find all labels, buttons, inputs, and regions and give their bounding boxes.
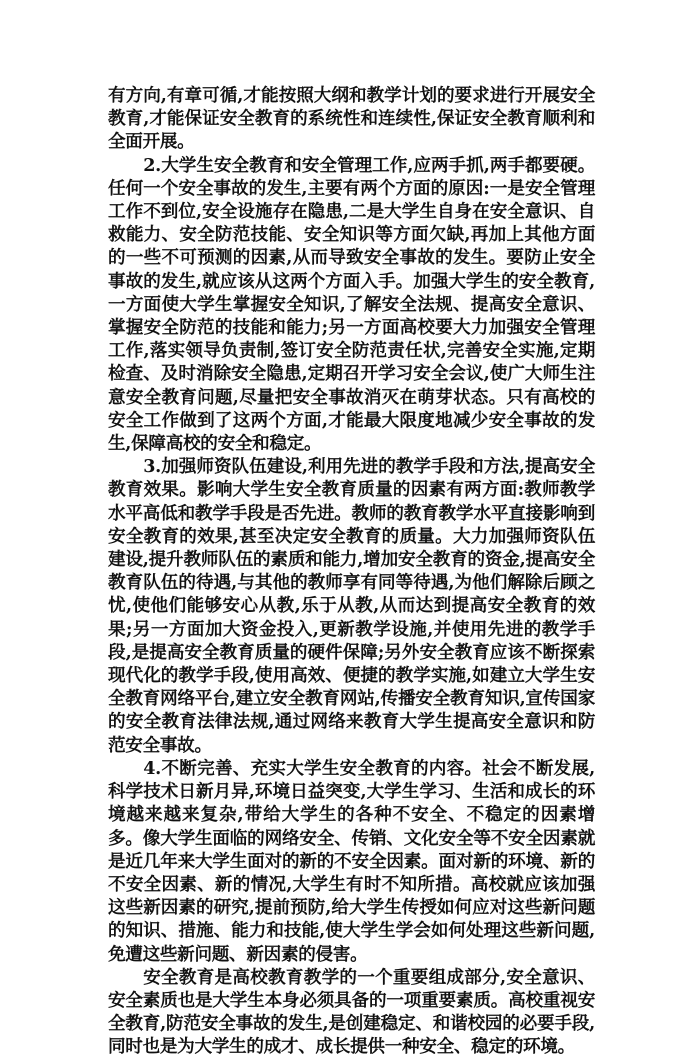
paragraph-point-4: 4.不断完善、充实大学生安全教育的内容。社会不断发展,科学技术日新月异,环境日益突变,大学生学习、生活和成长的环境越来越来复杂,带给大学生的各种不安全、不稳定的因素增多。像大学生面临的网络安全、传销、文化安全等不安全因素就是近几年来大学生面对的新的不安全因素。面对新的环境、新的不安全因素、新的情况,大学生有时不知所措。高校就应该加强这些新因素的研究,提前预防,给大学生传授如何应对这些新问题的知识、措施、能力和技能,使大学生学会如何处理这些新问题,免遭这些新问题、新因素的侵害。 [108,757,595,965]
paragraph-conclusion: 安全教育是高校教育教学的一个重要组成部分,安全意识、安全素质也是大学生本身必须具备的一项重要素质。高校重视安全教育,防范安全事故的发生,是创建稳定、和谐校园的必要手段,同时也是为大学生的成才、成长提供一种安全、稳定的环境。 [108,966,595,1058]
paragraph-point-3: 3.加强师资队伍建设,利用先进的教学手段和方法,提高安全教育效果。影响大学生安全教育质量的因素有两方面:教师教学水平高低和教学手段是否先进。教师的教育教学水平直接影响到安全教育的效果,甚至决定安全教育的质量。大力加强师资队伍建设,提升教师队伍的素质和能力,增加安全教育的资金,提高安全教育队伍的待遇,与其他的教师享有同等待遇,为他们解除后顾之忧,使他们能够安心从教,乐于从教,从而达到提高安全教育的效果;另一方面加大资金投入,更新教学设施,并使用先进的教学手段,是提高安全教育质量的硬件保障;另外安全教育应该不断探索现代化的教学手段,使用高效、便捷的教学实施,如建立大学生安全教育网络平台,建立安全教育网站,传播安全教育知识,宣传国家的安全教育法律法规,通过网络来教育大学生提高安全意识和防范安全事故。 [108,456,595,756]
document-body [108,84,595,1059]
paragraph-point-2: 2.大学生安全教育和安全管理工作,应两手抓,两手都要硬。任何一个安全事故的发生,主要有两个方面的原因:一是安全管理工作不到位,安全设施存在隐患,二是大学生自身在安全意识、自救能力、安全防范技能、安全知识等方面欠缺,再加上其他方面的一些不可预测的因素,从而导致安全事故的发生。要防止安全事故的发生,就应该从这两个方面入手。加强大学生的安全教育,一方面使大学生掌握安全知识,了解安全法规、提高安全意识、掌握安全防范的技能和能力;另一方面高校要大力加强安全管理工作,落实领导负责制,签订安全防范责任状,完善安全实施,定期检查、及时消除安全隐患,定期召开学习安全会议,使广大师生注意安全教育问题,尽量把安全事故消灭在萌芽状态。只有高校的安全工作做到了这两个方面,才能最大限度地减少安全事故的发生,保障高校的安全和稳定。 [108,154,595,455]
paragraph-continuation: 有方向,有章可循,才能按照大纲和教学计划的要求进行开展安全教育,才能保证安全教育的系统性和连续性,保证安全教育顺利和全面开展。 [108,85,595,153]
